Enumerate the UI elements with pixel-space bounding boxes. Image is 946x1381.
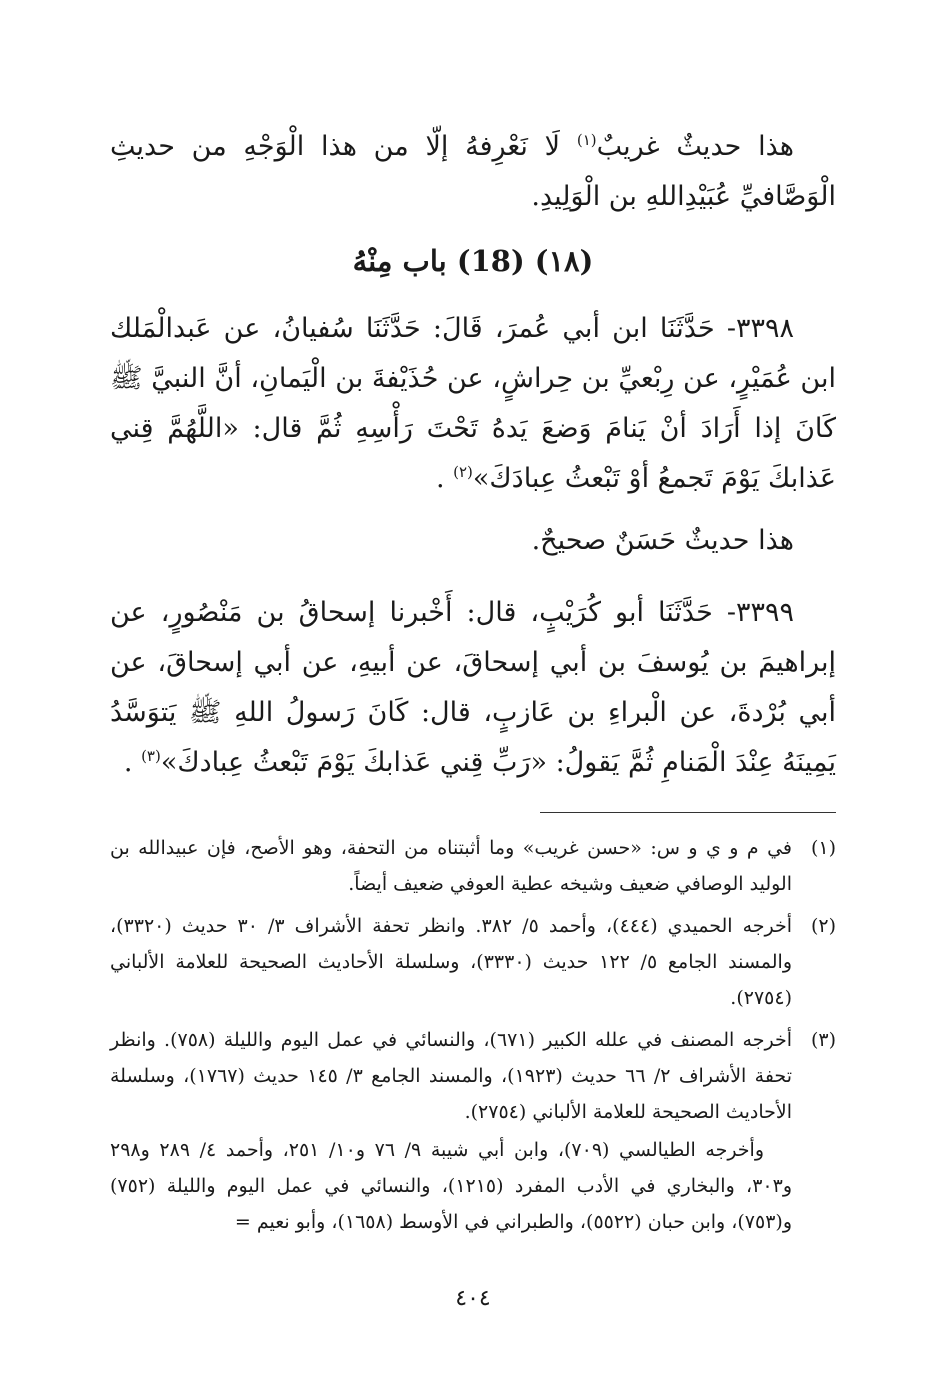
footnote-number: (٣) <box>810 1029 836 1051</box>
footnote-body <box>110 908 792 1016</box>
page-number: ٤٠٤ <box>455 1286 491 1311</box>
footnote-body <box>110 1022 792 1240</box>
footnotes <box>110 830 836 1246</box>
hadith-3399-end: . <box>123 747 142 778</box>
footnote-body <box>110 830 792 902</box>
hadith-3398-text: ٣٣٩٨- حَدَّثَنَا ابن أبي عُمرَ، قَالَ: حَدَّثَنَا سُفيانُ، عن عَبدالْمَلك ابن عُمَيْرٍ، عن رِبْعيِّ بن حِراشٍ، عن حُذَيْفةَ بن الْيَمانِ، أنَّ النبيَّ ﷺ كَانَ إذا أَرَادَ أنْ يَنامَ وَضعَ يَدهُ تَحْتَ رَأْسِهِ ثُمَّ قال: «اللَّهُمَّ قِني عَذابكَ يَوْمَ تَجمعُ أوْ تَبْعثُ عِبادَكَ» <box>110 313 836 494</box>
paragraph-hadith-3399 <box>110 588 836 788</box>
footnote-text-continued: وأخرجه الطيالسي (٧٠٩)، وابن أبي شيبة ٩/ ٧٦ و١٠/ ٢٥١، وأحمد ٤/ ٢٨٩ و٢٩٨ و٣٠٣، والبخاري في الأدب المفرد (١٢١٥)، والنسائي في عمل اليوم والليلة (٧٥٢) و(٧٥٣)، وابن حبان (٥٥٢٢)، والطبراني في الأوسط (١٦٥٨)، وأبو نعيم = <box>110 1139 792 1233</box>
footnote-1 <box>110 830 836 902</box>
footnote-number: (٢) <box>810 915 836 937</box>
paragraph-1-rest: لَا نَعْرِفهُ إلّا من هذا الْوَجْهِ من حديثِ الْوَصَّافيِّ عُبَيْدِاللهِ بن الْوَلِيدِ. <box>110 131 836 212</box>
hadith-3399-text: ٣٣٩٩- حَدَّثَنَا أبو كُرَيْبٍ، قال: أَخْبرنا إسحاقُ بن مَنْصُورٍ، عن إبراهيمَ بن يُوسفَ بن أبي إسحاقَ، عن أبيهِ، عن أبي إسحاقَ، عن أبي بُرْدةَ، عن الْبراءِ بن عَازبٍ، قال: كَانَ رَسولُ اللهِ ﷺ يَتوَسَّدُ يَمِينَهُ عِنْدَ الْمَنامِ ثُمَّ يَقولُ: «رَبِّ قِني عَذابكَ يَوْمَ تَبْعثُ عِبادكَ» <box>110 597 836 778</box>
section-heading: (١٨) (18) باب مِنْهُ <box>352 244 594 278</box>
footnote-separator <box>540 812 836 813</box>
footnote-text: أخرجه الحميدي (٤٤٤)، وأحمد ٥/ ٣٨٢. وانظر تحفة الأشراف ٣/ ٣٠ حديث (٣٣٢٠)، والمسند الجامع ٥/ ١٢٢ حديث (٣٣٣٠)، وسلسلة الأحاديث الصحيحة للعلامة الألباني (٢٧٥٤). <box>110 915 793 1009</box>
paragraph-grading: هذا حديثٌ حَسَنٌ صحيحٌ. <box>531 525 794 556</box>
footnote-text: أخرجه المصنف في علله الكبير (٦٧١)، والنسائي في عمل اليوم والليلة (٧٥٨). وانظر تحفة الأشراف ٢/ ٦٦ حديث (١٩٢٣)، والمسند الجامع ٣/ ١٤٥ حديث (١٧٦٧)، وسلسلة الأحاديث الصحيحة للعلامة الألباني (٢٧٥٤). <box>110 1029 792 1123</box>
paragraph-hadith-3398 <box>110 304 836 504</box>
footnote-text: في م و ي و س: «حسن غريب» وما أثبتناه من التحفة، وهو الأصح، فإن عبيدالله بن الوليد الوصافي ضعيف وشيخه عطية العوفي ضعيف أيضاً. <box>110 837 792 895</box>
footnote-ref-2: (٢) <box>453 463 473 481</box>
footnote-3 <box>110 1022 836 1240</box>
main-text <box>110 122 836 800</box>
paragraph-1-text: هذا حديثٌ غريبٌ <box>596 131 794 162</box>
footnote-2 <box>110 908 836 1016</box>
hadith-3398-end: . <box>435 463 454 494</box>
footnote-ref-3: (٣) <box>141 747 161 765</box>
footnote-ref-1: (١) <box>576 131 597 149</box>
paragraph-1 <box>110 122 836 222</box>
footnote-number: (١) <box>810 837 836 859</box>
